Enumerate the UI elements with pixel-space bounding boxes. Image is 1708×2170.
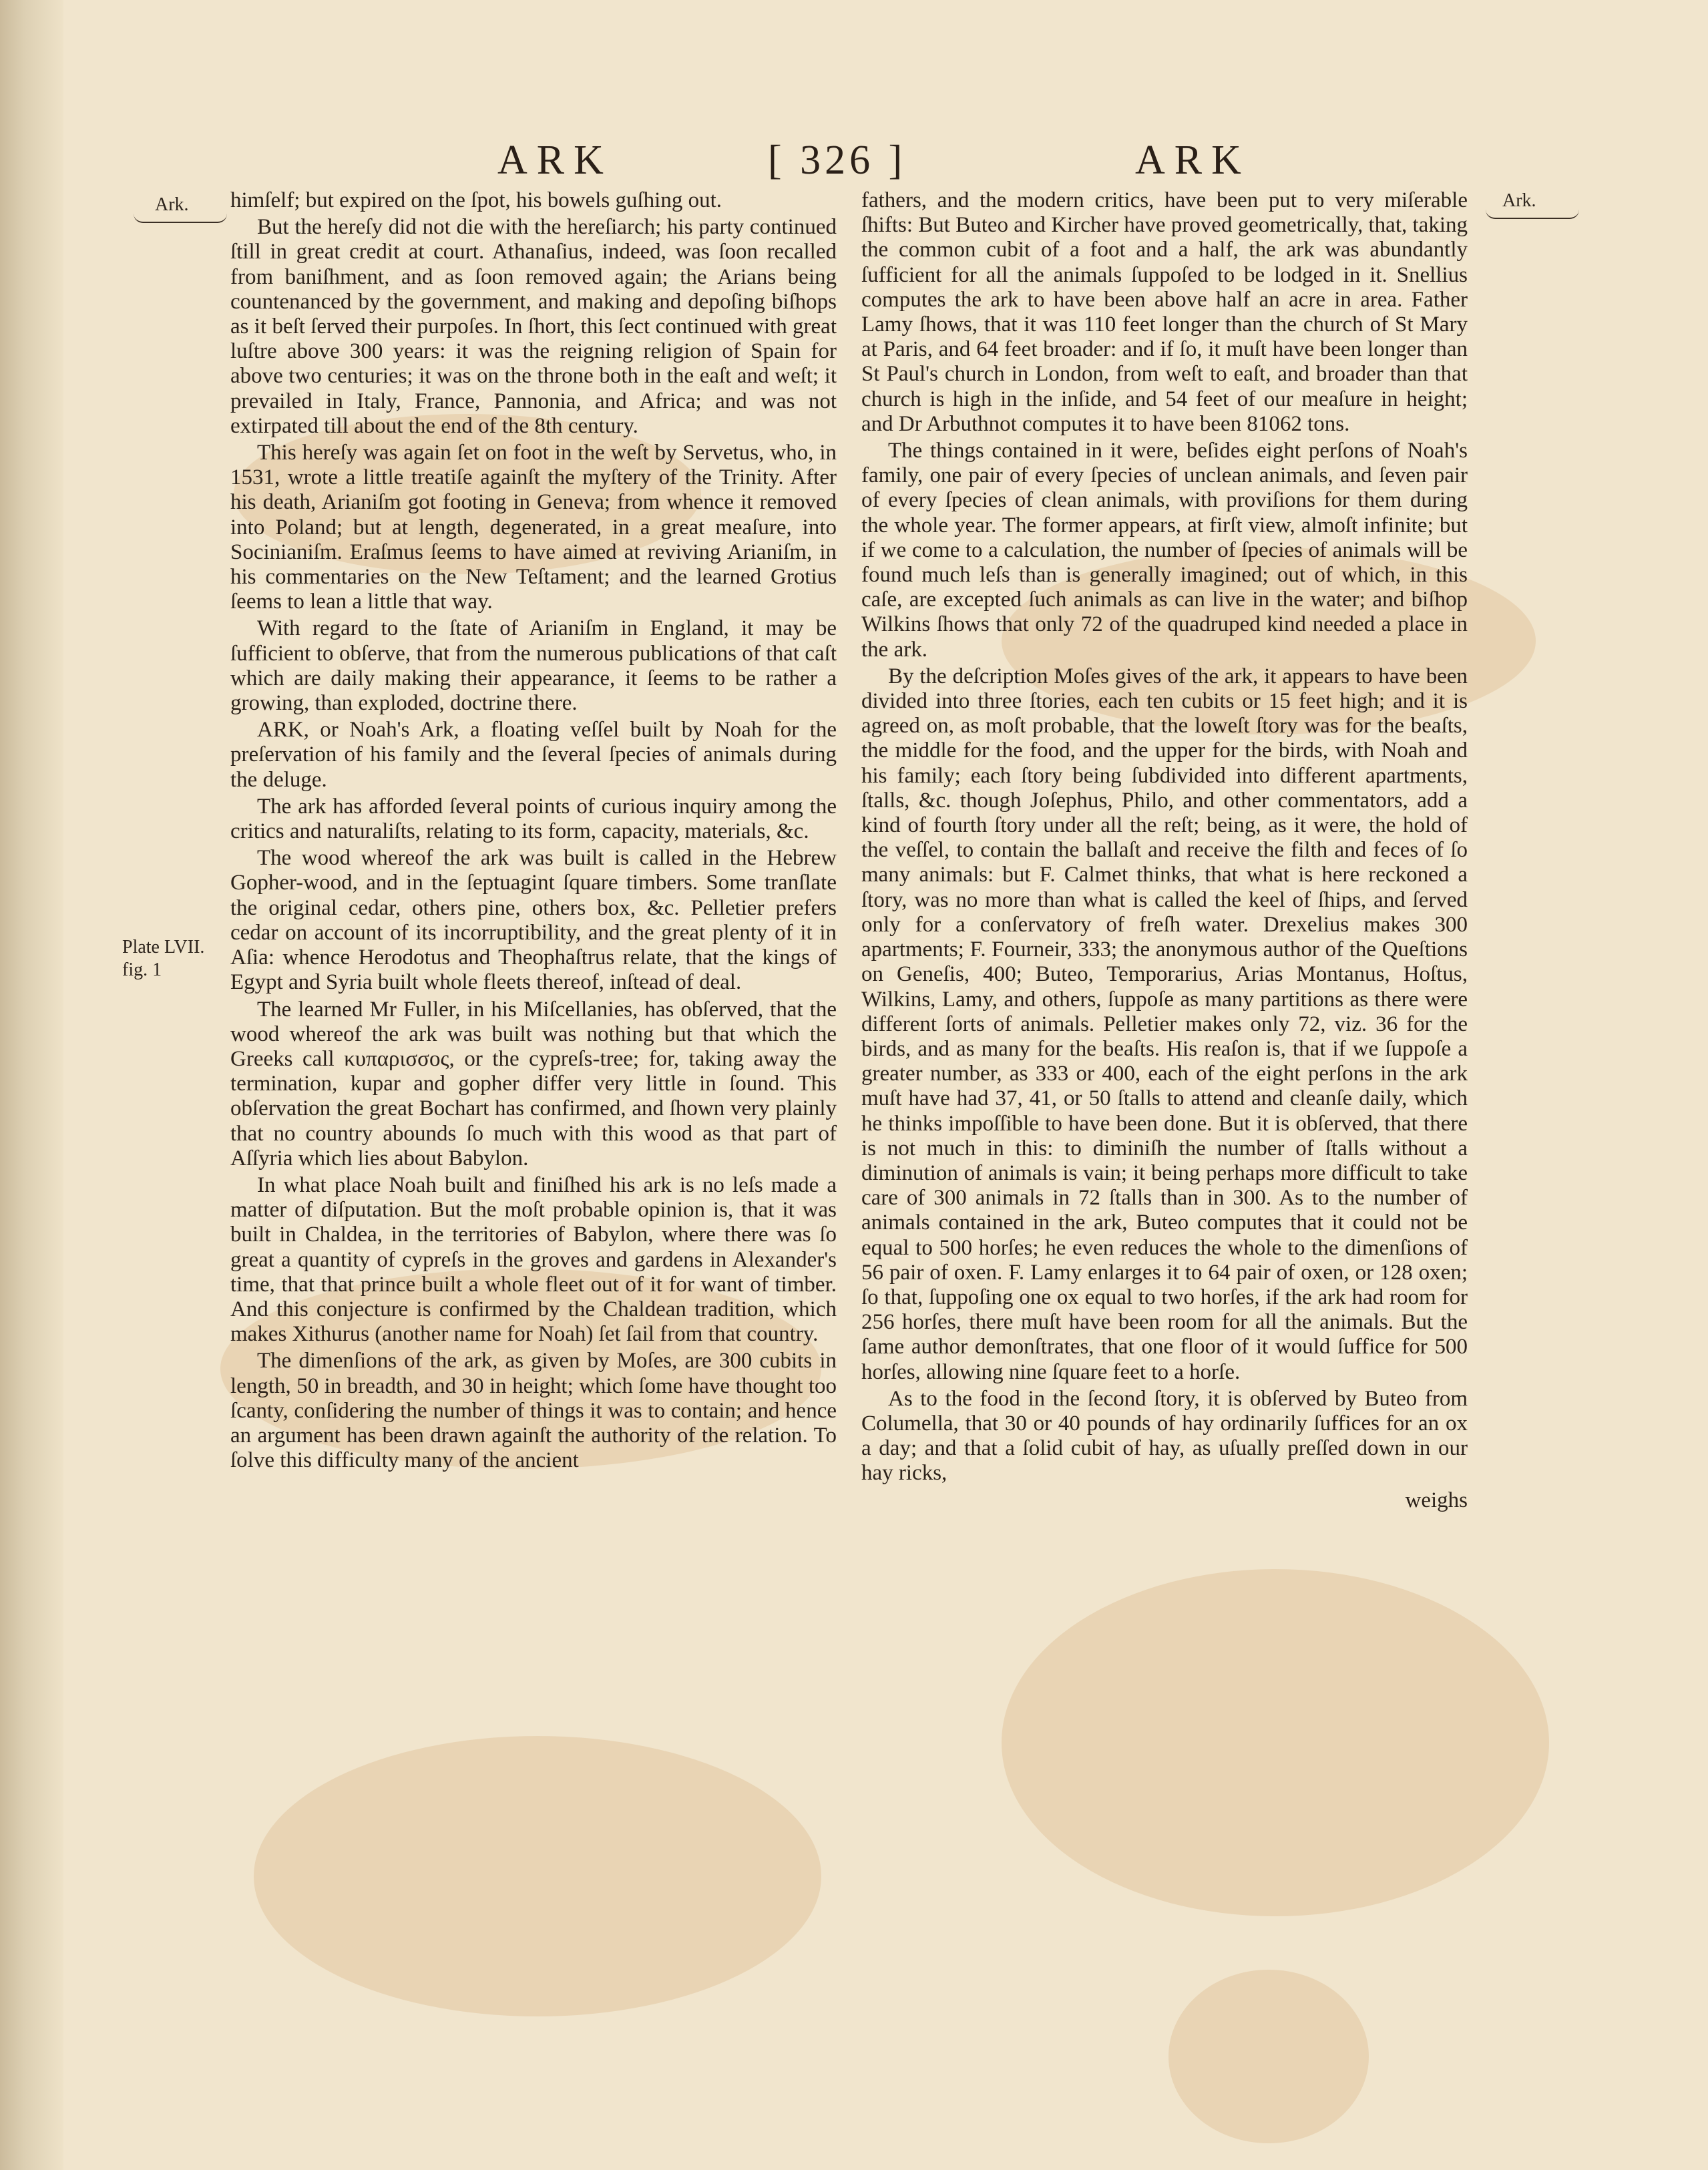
paragraph: The wood whereof the ark was built is called in the Hebrew Gopher-wood, and in the ſeptuagint ſquare timbers. Some tranſlate the original cedar, others pine, others box, &c. Pelletier prefers cedar on account of its incorruptibility, and the great plenty of it in Aſia: whence Herodotus and Theophaſtrus relate, that the kings of Egypt and Syria built whole fleets thereof, inſtead of deal. <box>230 846 837 995</box>
page-number: [ 326 ] <box>768 138 907 183</box>
paragraph: This hereſy was again ſet on foot in the weſt by Servetus, who, in 1531, wrote a little treatiſe againſt the myſtery of the Trinity. After his death, Arianiſm got footing in Geneva; from whence it removed into Poland; but at length, degenerated, in a great meaſure, into Socinianiſm. Eraſmus ſeems to have aimed at reviving Arianiſm, in his commentaries on the New Teſtament; and the learned Grotius ſeems to lean a little that way. <box>230 441 837 614</box>
paragraph: With regard to the ſtate of Arianiſm in England, it may be ſufficient to obſerve, that from the numerous publications of that caſt which are daily making their appearance, it ſeems to be rather a growing, than exploded, doctrine there. <box>230 616 837 716</box>
paragraph: The learned Mr Fuller, in his Miſcellanies, has obſerved, that the wood whereof the ark was built was nothing but that which the Greeks call κυπαρισσος, or the cypreſs-tree; for, taking away the termination, kupar and gopher differ very little in ſound. This obſervation the great Bochart has confirmed, and ſhown very plainly that no country abounds ſo much with this wood as that part of Aſſyria which lies about Babylon. <box>230 997 837 1170</box>
right-column <box>861 188 1468 2004</box>
paragraph: By the deſcription Moſes gives of the ark, it appears to have been divided into three ſtories, each ten cubits or 15 feet high; and it is agreed on, as moſt probable, that the loweſt ſtory was for the beaſts, the middle for the food, and the upper for the birds, with Noah and his family; each ſtory being ſubdivided into different apartments, ſtalls, &c. though Joſephus, Philo, and other commentators, add a kind of fourth ſtory under all the reſt; being, as it were, the hold of the veſſel, to contain the ballaſt and receive the filth and feces of ſo many animals: but F. Calmet thinks, that what is here reckoned a ſtory, was no more than what is called the keel of ſhips, and ſerved only for a conſervatory of freſh water. Drexelius makes 300 apartments; F. Fourneir, 333; the anonymous author of the Queſtions on Geneſis, 400; Buteo, Temporarius, Arias Montanus, Hoſtus, Wilkins, Lamy, and others, ſuppoſe as many partitions as there were different ſorts of animals. Pelletier makes only 72, viz. 36 for the birds, and as many for the beaſts. His reaſon is, that if we ſuppoſe a greater number, as 333 or 400, each of the eight perſons in the ark muſt have had 37, 41, or 50 ſtalls to attend and cleanſe daily, which he thinks impoſſible to have been done. But it is obſerved, that there is not much in this: to diminiſh the number of ſtalls without a diminution of animals is vain; it being perhaps more difficult to take care of 300 animals in 72 ſtalls than in 300. As to the number of animals contained in the ark, Buteo computes that it could not be equal to 500 horſes; he even reduces the whole to the dimenſions of 56 pair of oxen. F. Lamy enlarges it to 64 pair of oxen, or 128 oxen; ſo that, ſuppoſing one ox equal to two horſes, if the ark had room for 256 horſes, there muſt have been room for all the animals. But the ſame author demonſtrates, that one floor of it would ſuffice for 500 horſes, allowing nine ſquare feet to a horſe. <box>861 664 1468 1384</box>
book-gutter <box>0 0 63 2170</box>
margin-running-left: Ark. <box>155 194 189 215</box>
paragraph: As to the food in the ſecond ſtory, it is obſerved by Buteo from Columella, that 30 or 40 pounds of hay ordinarily ſuffices for an ox a day; and that a ſolid cubit of hay, as uſually preſſed down in our hay ricks, <box>861 1386 1468 1486</box>
margin-running-right: Ark. <box>1502 190 1536 211</box>
running-head-left: ARK <box>497 138 613 183</box>
paragraph: The things contained in it were, beſides eight perſons of Noah's family, one pair of every ſpecies of unclean animals, and ſeven pair of every ſpecies of clean animals, with proviſions for them during the whole year. The former appears, at firſt view, almoſt infinite; but if we come to a calculation, the number of ſpecies of animals will be found much leſs than is generally imagined; out of which, in this caſe, are excepted ſuch animals as can live in the water; and biſhop Wilkins ſhows that only 72 of the quadruped kind needed a place in the ark. <box>861 439 1468 662</box>
margin-plate-fig: fig. 1 <box>122 959 162 980</box>
running-head-right: ARK <box>1135 138 1251 183</box>
margin-brace-left <box>134 214 227 223</box>
paragraph: The dimenſions of the ark, as given by Moſes, are 300 cubits in length, 50 in breadth, and 30 in height; which ſome have thought too ſcanty, conſidering the number of things it was to contain; and hence an argument has been drawn againſt the authority of the relation. To ſolve this difficulty many of the ancient <box>230 1349 837 1473</box>
paragraph: himſelf; but expired on the ſpot, his bowels guſhing out. <box>230 188 722 212</box>
paragraph: In what place Noah built and finiſhed his ark is no leſs made a matter of diſputation. But the moſt probable opinion is, that it was built in Chaldea, in the territories of Babylon, where there was ſo great a quantity of cypreſs in the groves and gardens in Alexander's time, that that prince built a whole fleet out of it for want of timber. And this conjecture is confirmed by the Chaldean tradition, which makes Xithurus (another name for Noah) ſet ſail from that country. <box>230 1172 837 1347</box>
margin-brace-right <box>1486 210 1579 219</box>
left-column <box>230 188 837 2004</box>
entry-ark: ARK, or Noah's Ark, a floating veſſel built by Noah for the preſervation of his family and the ſeveral ſpecies of animals during the deluge. <box>230 718 837 792</box>
paragraph: But the hereſy did not die with the hereſiarch; his party continued ſtill in great credit at court. Athanaſius, indeed, was ſoon recalled from baniſhment, and as ſoon removed again; the Arians being countenanced by the government, and making and depoſing biſhops as it beſt ſerved their purpoſes. In ſhort, this ſect continued with great luſtre above 300 years: it was the reigning religion of Spain for above two centuries; it was on the throne both in the eaſt and weſt; it prevailed in Italy, France, Pannonia, and Africa; and was not extirpated till about the end of the 8th century. <box>230 215 837 438</box>
paragraph: The ark has afforded ſeveral points of curious inquiry among the critics and naturaliſts, relating to its form, capacity, materials, &c. <box>230 794 837 844</box>
catchword: weighs <box>1405 1488 1468 1512</box>
paragraph: fathers, and the modern critics, have been put to very miſerable ſhifts: But Buteo and Kircher have proved geometrically, that, taking the common cubit of a foot and a half, the ark was abundantly ſufficient for all the animals ſuppoſed to be lodged in it. Snellius computes the ark to have been above half an acre in area. Father Lamy ſhows, that it was 110 feet longer than the church of St Mary at Paris, and 64 feet broader: and if ſo, it muſt have been longer than St Paul's church in London, from weſt to eaſt, and broader than that church is high in the inſide, and 54 feet of our meaſure in height; and Dr Arbuthnot computes it to have been 81062 tons. <box>861 188 1468 436</box>
margin-plate-ref: Plate LVII. <box>122 937 205 957</box>
